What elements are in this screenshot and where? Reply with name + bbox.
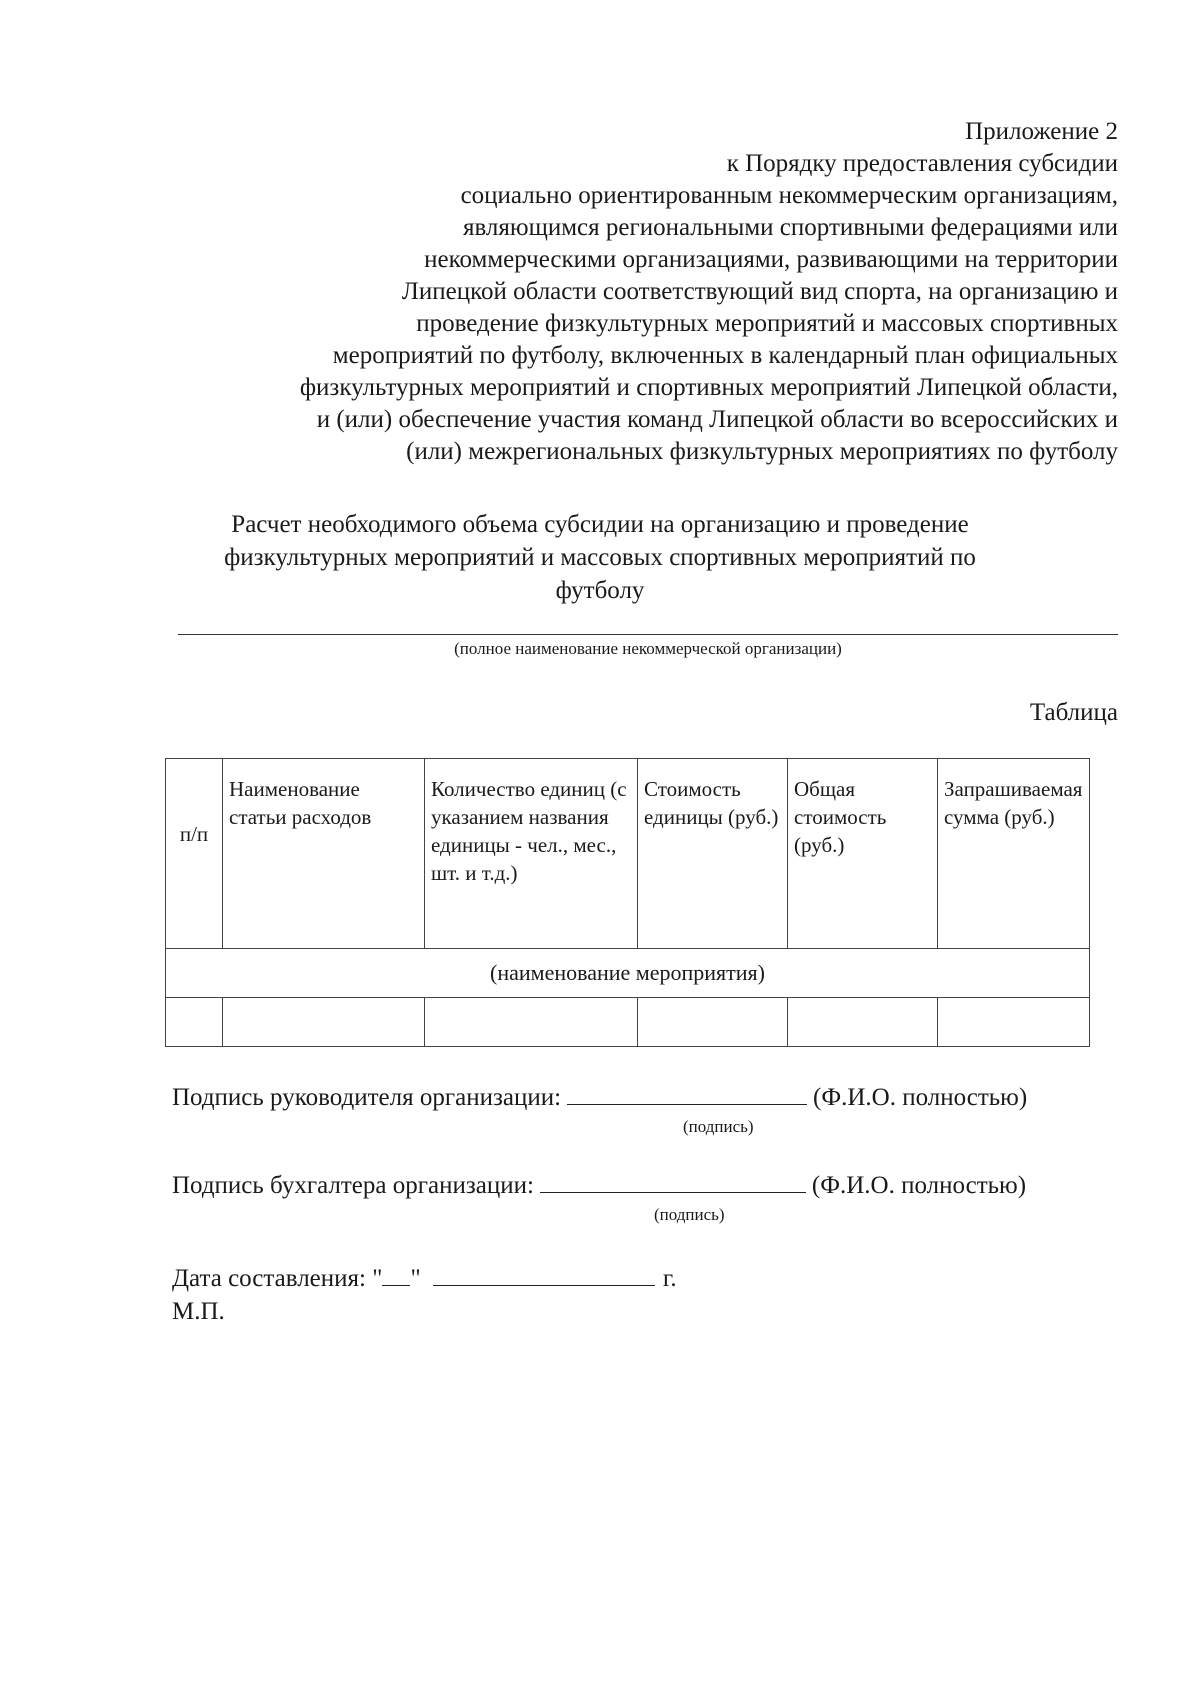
appendix-line: социально ориентированным некоммерческим организациям, bbox=[460, 182, 1118, 209]
appendix-line: физкультурных мероприятий и спортивных мероприятий Липецкой области, bbox=[299, 374, 1118, 401]
header-requested-amount: Запрашиваемая сумма (руб.) bbox=[938, 759, 1090, 949]
organization-name-caption: (полное наименование некоммерческой организации) bbox=[454, 639, 842, 658]
title-line: футболу bbox=[555, 577, 645, 604]
cell-number[interactable] bbox=[166, 998, 223, 1047]
accountant-fio-label: (Ф.И.О. полностью) bbox=[811, 1172, 1027, 1199]
cost-table bbox=[165, 758, 1090, 1047]
header-expense-item: Наименование статьи расходов bbox=[223, 759, 425, 949]
date-day-field[interactable] bbox=[382, 1263, 410, 1286]
table-header-row bbox=[166, 759, 1090, 949]
organization-name-field[interactable] bbox=[178, 634, 1118, 635]
event-name-row bbox=[166, 949, 1090, 998]
head-signature-line bbox=[172, 1082, 1027, 1114]
appendix-line: Приложение 2 bbox=[965, 118, 1118, 145]
event-name-cell: (наименование мероприятия) bbox=[166, 949, 1090, 998]
date-label: Дата составления: " bbox=[172, 1265, 383, 1292]
appendix-line: некоммерческими организациями, развивающими на территории bbox=[424, 246, 1118, 273]
date-quote-close: " bbox=[410, 1265, 421, 1292]
appendix-line: являющимся региональными спортивными федерациями или bbox=[462, 214, 1118, 241]
appendix-line: к Порядку предоставления субсидии bbox=[726, 150, 1118, 177]
header-unit-cost: Стоимость единицы (руб.) bbox=[638, 759, 788, 949]
head-signature-field[interactable] bbox=[567, 1082, 807, 1105]
cell-unit-cost[interactable] bbox=[638, 998, 788, 1047]
date-line bbox=[172, 1263, 677, 1295]
table-label: Таблица bbox=[1029, 699, 1118, 726]
header-quantity: Количество единиц (с указанием названия единицы - чел., мес., шт. и т.д.) bbox=[425, 759, 638, 949]
appendix-header bbox=[150, 116, 1118, 468]
header-total-cost: Общая стоимость (руб.) bbox=[788, 759, 938, 949]
appendix-line: Липецкой области соответствующий вид спорта, на организацию и bbox=[401, 278, 1118, 305]
title-line: Расчет необходимого объема субсидии на организацию и проведение bbox=[231, 511, 969, 538]
header-number: п/п bbox=[166, 759, 223, 949]
cell-quantity[interactable] bbox=[425, 998, 638, 1047]
accountant-signature-caption: (подпись) bbox=[654, 1205, 725, 1224]
appendix-line: (или) межрегиональных физкультурных мероприятиях по футболу bbox=[406, 438, 1118, 465]
appendix-line: проведение физкультурных мероприятий и массовых спортивных bbox=[416, 310, 1118, 337]
cell-requested-amount[interactable] bbox=[938, 998, 1090, 1047]
head-signature-label: Подпись руководителя организации: bbox=[172, 1084, 562, 1111]
stamp-place: М.П. bbox=[172, 1298, 225, 1325]
head-fio-label: (Ф.И.О. полностью) bbox=[813, 1084, 1028, 1111]
accountant-signature-label: Подпись бухгалтера организации: bbox=[172, 1172, 534, 1199]
document-title bbox=[180, 508, 1020, 607]
appendix-line: и (или) обеспечение участия команд Липецкой области во всероссийских и bbox=[316, 406, 1118, 433]
cell-total-cost[interactable] bbox=[788, 998, 938, 1047]
table-row bbox=[166, 998, 1090, 1047]
date-month-field[interactable] bbox=[433, 1263, 655, 1286]
cell-expense-item[interactable] bbox=[223, 998, 425, 1047]
title-line: физкультурных мероприятий и массовых спортивных мероприятий по bbox=[224, 544, 976, 571]
appendix-line: мероприятий по футболу, включенных в календарный план официальных bbox=[332, 342, 1118, 369]
date-year-suffix: г. bbox=[662, 1265, 677, 1292]
head-signature-caption: (подпись) bbox=[683, 1117, 754, 1136]
accountant-signature-line bbox=[172, 1170, 1026, 1202]
accountant-signature-field[interactable] bbox=[540, 1170, 806, 1193]
